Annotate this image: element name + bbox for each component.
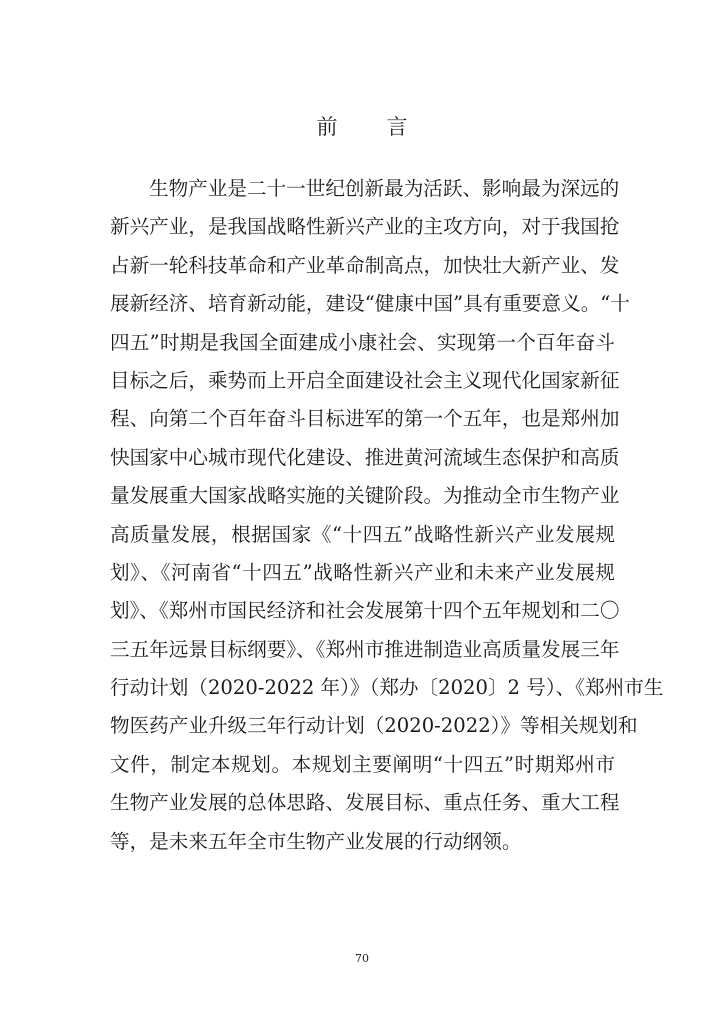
paragraph-line: 生物产业是二十一世纪创新最为活跃、影响最为深远的 <box>149 177 620 200</box>
paragraph-line: 占新一轮科技革命和产业革命制高点，加快壮大新产业、发 <box>110 253 620 277</box>
paragraph-line: 划》、《河南省“十四五”战略性新兴产业和未来产业发展规 <box>110 560 615 584</box>
paragraph-line: 展新经济、培育新动能，建设“健康中国”具有重要意义。“十 <box>110 292 630 316</box>
paragraph-line: 划》、《郑州市国民经济和社会发展第十四个五年规划和二〇 <box>110 599 620 623</box>
paragraph-line: 量发展重大国家战略实施的关键阶段。为推动全市生物产业 <box>110 484 620 508</box>
paragraph-line: 三五年远景目标纲要》、《郑州市推进制造业高质量发展三年 <box>110 637 620 661</box>
paragraph-line: 生物产业发展的总体思路、发展目标、重点任务、重大工程 <box>110 791 620 815</box>
paragraph-line: 行动计划（2020-2022 年）》（郑办〔2020〕2 号）、《郑州市生 <box>110 676 664 700</box>
paragraph-line: 等，是未来五年全市生物产业发展的行动纲领。 <box>110 829 522 853</box>
preface-paragraph <box>110 170 664 861</box>
paragraph-line: 物医药产业升级三年行动计划（2020-2022）》等相关规划和 <box>110 714 638 738</box>
paragraph-line: 新兴产业，是我国战略性新兴产业的主攻方向，对于我国抢 <box>110 215 620 239</box>
paragraph-line: 快国家中心城市现代化建设、推进黄河流域生态保护和高质 <box>110 445 620 469</box>
paragraph-line: 文件，制定本规划。本规划主要阐明“十四五”时期郑州市 <box>110 752 615 776</box>
page-title: 前 言 <box>316 115 422 139</box>
paragraph-line: 四五”时期是我国全面建成小康社会、实现第一个百年奋斗 <box>110 330 615 354</box>
paragraph-line: 高质量发展，根据国家《“十四五”战略性新兴产业发展规 <box>110 522 615 546</box>
page-number: 70 <box>355 952 369 965</box>
paragraph-line: 程、向第二个百年奋斗目标进军的第一个五年，也是郑州加 <box>110 407 620 431</box>
paragraph-line: 目标之后，乘势而上开启全面建设社会主义现代化国家新征 <box>110 368 620 392</box>
